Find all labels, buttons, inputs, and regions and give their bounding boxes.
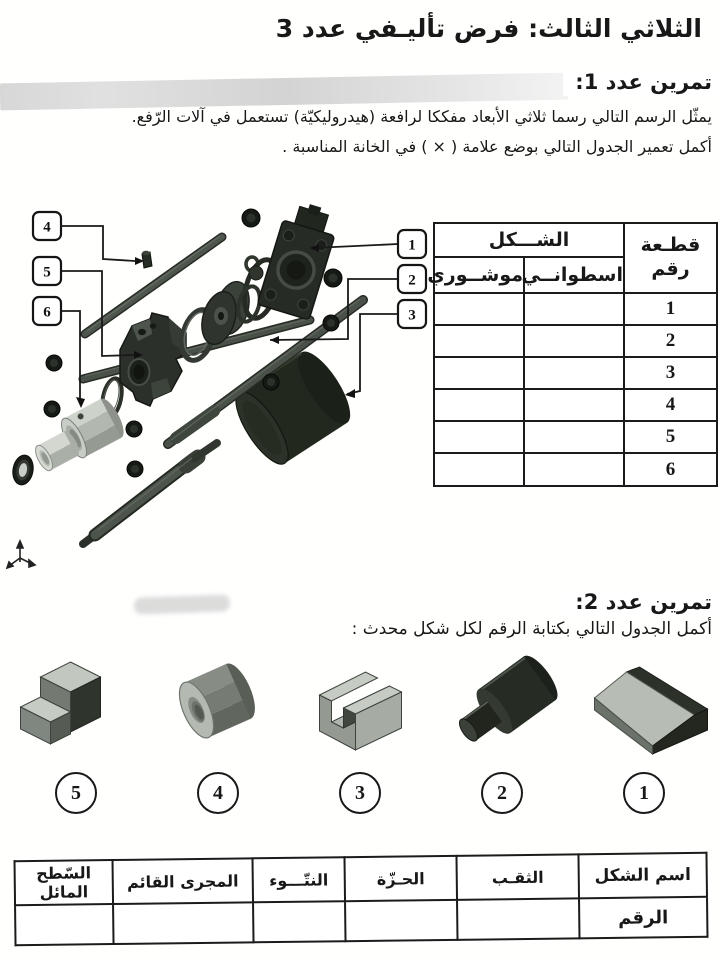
callout-1	[398, 230, 426, 258]
svg-text:2: 2	[408, 272, 416, 289]
svg-text:3: 3	[408, 307, 416, 324]
axis-indicator-icon	[7, 541, 35, 568]
answer-cell	[524, 357, 624, 389]
answer-cell	[253, 901, 345, 942]
col-header-protrusion: النتّـــوء	[252, 857, 345, 902]
shapes-row	[8, 650, 712, 814]
answer-cell	[345, 900, 457, 941]
lock-nut	[324, 269, 342, 287]
callout-5	[33, 257, 61, 285]
piece-number-cell: 3	[624, 357, 717, 389]
table-row	[434, 453, 717, 486]
wedge-shape	[576, 650, 712, 758]
row-label-number: الرقم	[579, 897, 707, 939]
shape-cell-3	[292, 650, 428, 814]
table-row	[434, 389, 717, 421]
piece-number-cell: 2	[624, 325, 717, 357]
answer-cell	[434, 293, 524, 325]
answer-cell	[434, 357, 524, 389]
exercise1-instruction-line1: يمثّل الرسم التالي رسما ثلاثي الأبعاد مفككا لرافعة (هيدروليكيّة) تستعمل في آلات الرّفع.	[131, 107, 712, 126]
answer-cell	[434, 325, 524, 357]
col-header-shape: الشـــكل	[434, 223, 624, 257]
shape-cell-2	[434, 650, 570, 814]
callout-6	[33, 297, 61, 325]
exercise2-instruction: أكمل الجدول التالي بكتابة الرقم لكل شكل محدث :	[351, 619, 712, 639]
scan-gray-band	[0, 73, 568, 111]
shape-number-badge	[197, 772, 239, 814]
lock-nut	[263, 374, 279, 390]
table-header-row	[434, 223, 717, 257]
lock-nut	[127, 461, 143, 477]
lock-nut	[44, 401, 60, 417]
answer-cell	[524, 421, 624, 453]
svg-text:1: 1	[408, 237, 416, 254]
scan-gray-smudge	[134, 594, 231, 614]
shape-number-badge	[623, 772, 665, 814]
answer-cell	[434, 421, 524, 453]
col-header-piece-number	[624, 223, 717, 293]
shape-number: 2	[497, 781, 507, 804]
exercise2-table	[14, 852, 709, 946]
shape-cell-4	[150, 650, 286, 814]
piece-number-cell: 6	[624, 453, 717, 486]
callout-3	[398, 300, 426, 328]
exercise2-heading: تمرين عدد 2:	[563, 589, 716, 616]
answer-cell	[457, 898, 579, 939]
shape-number-badge	[339, 772, 381, 814]
exercise1-table	[427, 222, 718, 487]
answer-cell	[434, 389, 524, 421]
callout-2	[398, 265, 426, 293]
shape-number: 3	[355, 781, 365, 804]
answer-cell	[524, 293, 624, 325]
col-header-cylindrical: اسطوانــي	[524, 257, 624, 293]
answer-cell	[524, 325, 624, 357]
seal-ring	[11, 453, 36, 486]
piece-label: قطـعة	[640, 234, 701, 257]
drive-shaft	[83, 443, 217, 544]
col-header-hole: الثقـب	[456, 854, 579, 899]
page-title: الثلاثي الثالث: فرض تأليـفي عدد 3	[275, 14, 702, 43]
pump-body	[120, 313, 186, 406]
shape-number: 4	[213, 781, 223, 804]
svg-text:5: 5	[43, 264, 51, 281]
svg-text:6: 6	[43, 304, 51, 321]
exercise1-instruction-line2: أكمل تعمير الجدول التالي بوضع علامة ( × ) في الخانة المناسبة .	[282, 137, 712, 156]
lock-nut	[46, 355, 62, 371]
svg-text:4: 4	[43, 219, 51, 236]
col-header-prismatic: موشــوري	[434, 257, 524, 293]
shape-number-badge	[481, 772, 523, 814]
col-header-inclined-surface: السّطح المائل	[15, 860, 114, 905]
answer-cell	[113, 902, 253, 944]
col-header-shape-name: اسم الشكل	[578, 853, 707, 899]
exercise1-heading: تمرين عدد 1:	[563, 69, 716, 96]
piece-number-cell: 1	[624, 293, 717, 325]
tube-shape	[150, 650, 286, 758]
barrel-cylinder	[227, 344, 360, 471]
exploded-view-diagram	[0, 192, 430, 570]
table-row	[434, 421, 717, 453]
shape-number-badge	[55, 772, 97, 814]
answer-cell	[434, 453, 524, 486]
answer-cell	[524, 389, 624, 421]
lock-nut	[126, 421, 142, 437]
col-header-notch: الحـزّة	[344, 856, 457, 901]
shape-number: 1	[639, 781, 649, 804]
table-row	[434, 325, 717, 357]
table-answer-row	[15, 897, 707, 945]
table-row	[434, 293, 717, 325]
stepped-cylinder-shape	[434, 650, 570, 758]
number-label: رقم	[651, 258, 690, 280]
piece-number-cell: 4	[624, 389, 717, 421]
shape-cell-1	[576, 650, 712, 814]
l-block-shape	[8, 650, 144, 758]
key-pin	[142, 251, 152, 268]
col-header-straight-channel: المجرى القائم	[113, 858, 254, 904]
piece-number-cell: 5	[624, 421, 717, 453]
shape-number: 5	[71, 781, 81, 804]
answer-cell	[524, 453, 624, 486]
callout-4	[33, 212, 61, 240]
slotted-block-shape	[292, 650, 428, 758]
answer-cell	[15, 904, 113, 945]
shape-cell-5	[8, 650, 144, 814]
lock-nut	[323, 315, 339, 331]
lock-nut	[242, 209, 260, 227]
table-row	[434, 357, 717, 389]
